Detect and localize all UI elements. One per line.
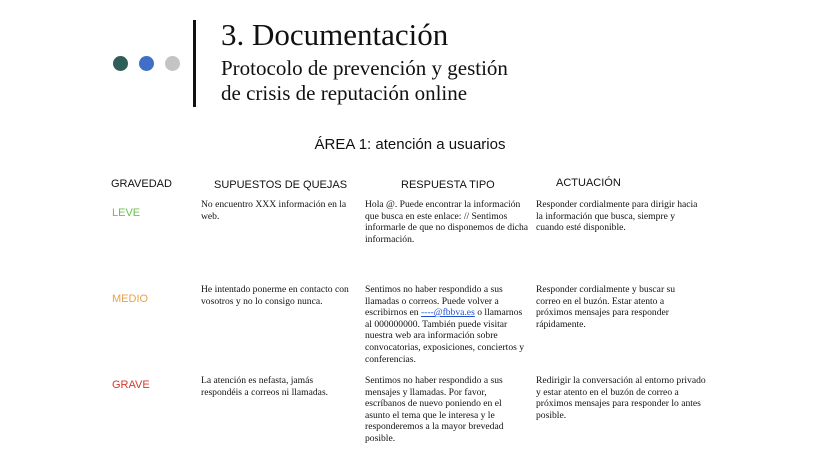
- dot-blue: [139, 56, 154, 71]
- subtitle-line-1: Protocolo de prevención y gestión: [221, 56, 508, 80]
- action-grave: Redirigir la conversación al entorno privado y estar atento en el buzón de correo a próximos mensajes para responder lo antes posible.: [536, 375, 706, 421]
- severity-medio: MEDIO: [112, 293, 149, 305]
- section-title: ÁREA 1: atención a usuarios: [314, 136, 506, 153]
- page-subtitle: [221, 56, 508, 106]
- contact-email-link[interactable]: ----@fbbva.es: [420, 307, 475, 319]
- response-medio-text-1: Sentimos no haber respondido a sus llamadas o correos. Puede volver a escribirnos en: [365, 284, 503, 319]
- header-actuacion: ACTUACIÓN: [556, 177, 621, 189]
- complaint-grave: La atención es nefasta, jamás respondéis a correos ni llamadas.: [201, 375, 329, 398]
- response-grave: Sentimos no haber respondido a sus mensajes y llamadas. Por favor, escríbanos de nuevo poniendo en el asunto el tema que le interesa y le responderemos a la mayor brevedad posible.: [365, 375, 504, 444]
- title-divider: [193, 20, 196, 107]
- response-leve: Hola @. Puede encontrar la información que busca en este enlace: // Sentimos informarle de que no disponemos de dicha información.: [365, 199, 529, 245]
- complaint-leve: No encuentro XXX información en la web.: [201, 199, 347, 222]
- dot-dark-teal: [113, 56, 128, 71]
- severity-leve: LEVE: [112, 207, 141, 219]
- severity-grave: GRAVE: [112, 379, 150, 391]
- action-medio: Responder cordialmente y buscar su correo en el buzón. Estar atento a próximos mensajes para responder rápidamente.: [536, 284, 676, 330]
- dot-gray: [165, 56, 180, 71]
- response-medio-text-2: o llamarnos al 000000000. También puede visitar nuestra web ara información sobre convocatorias, exposiciones, conciertos y conferencias.: [365, 307, 525, 365]
- complaint-medio: He intentado ponerme en contacto con vosotros y no lo consigo nunca.: [201, 284, 349, 307]
- header-supuestos: SUPUESTOS DE QUEJAS: [214, 179, 348, 191]
- header-respuesta: RESPUESTA TIPO: [401, 179, 495, 191]
- page-title: 3. Documentación: [221, 17, 449, 52]
- response-medio: [365, 284, 529, 365]
- subtitle-line-2: de crisis de reputación online: [221, 81, 468, 105]
- header-gravedad: GRAVEDAD: [111, 178, 172, 190]
- action-leve: Responder cordialmente para dirigir hacia la información que busca, siempre y cuando esté disponible.: [536, 199, 698, 234]
